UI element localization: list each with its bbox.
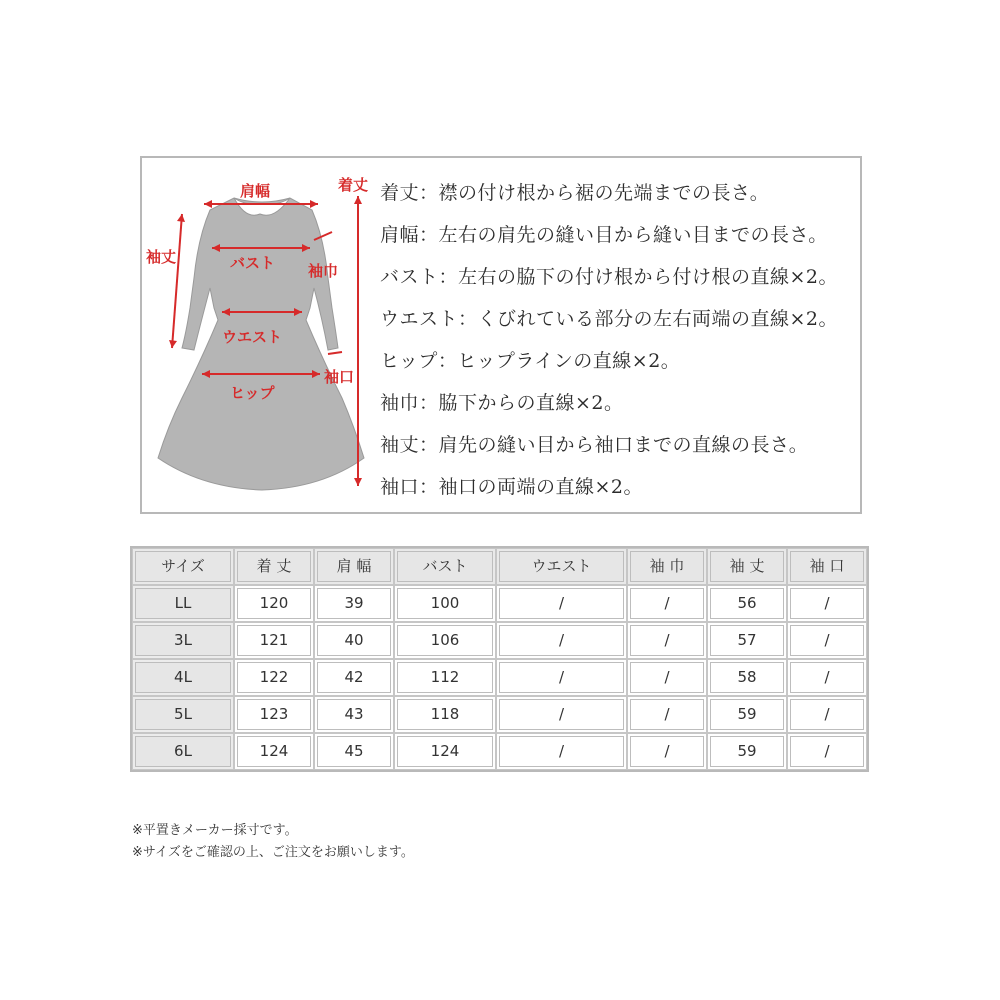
cell-waist: /: [496, 733, 627, 770]
label-bust: バスト: [230, 254, 276, 272]
table-row: [132, 696, 867, 733]
definition-sodeguchi: 袖口：袖口の両端の直線×2。: [380, 476, 644, 498]
definition-list: [380, 172, 860, 508]
header-waist: ウエスト: [496, 548, 627, 585]
note-measurement: ※平置きメーカー採寸です。: [132, 823, 298, 838]
table-row: [132, 585, 867, 622]
label-kitake: 着丈: [338, 176, 369, 194]
cell-sodetake: 59: [707, 696, 787, 733]
cell-kitake: 122: [234, 659, 314, 696]
header-sodeguchi: 袖 口: [787, 548, 867, 585]
label-waist: ウエスト: [222, 328, 283, 346]
cell-sodeguchi: /: [787, 696, 867, 733]
header-bust: バスト: [394, 548, 496, 585]
label-sodehaba: 袖巾: [308, 262, 339, 280]
dress-illustration: [142, 158, 382, 512]
label-sodetake: 袖丈: [146, 248, 177, 266]
definition-kitake: 着丈：襟の付け根から裾の先端までの長さ。: [380, 182, 770, 204]
table-row: [132, 733, 867, 770]
cell-sodeguchi: /: [787, 733, 867, 770]
cell-bust: 118: [394, 696, 496, 733]
cell-katahaba: 43: [314, 696, 394, 733]
table-row: [132, 622, 867, 659]
header-sodehaba: 袖 巾: [627, 548, 707, 585]
cell-sodehaba: /: [627, 659, 707, 696]
cell-sodetake: 56: [707, 585, 787, 622]
cell-bust: 112: [394, 659, 496, 696]
cell-size: 3L: [132, 622, 234, 659]
cell-sodeguchi: /: [787, 585, 867, 622]
measurement-guide: [140, 156, 862, 514]
cell-bust: 124: [394, 733, 496, 770]
label-katahaba: 肩幅: [240, 182, 271, 200]
cell-kitake: 120: [234, 585, 314, 622]
label-sodeguchi: 袖口: [324, 368, 355, 386]
note-confirm-size: ※サイズをご確認の上、ご注文をお願いします。: [132, 845, 414, 860]
cell-sodetake: 58: [707, 659, 787, 696]
cell-sodetake: 57: [707, 622, 787, 659]
cell-katahaba: 42: [314, 659, 394, 696]
cell-waist: /: [496, 622, 627, 659]
cell-kitake: 124: [234, 733, 314, 770]
cell-size: LL: [132, 585, 234, 622]
cell-waist: /: [496, 659, 627, 696]
cell-waist: /: [496, 696, 627, 733]
header-size: サイズ: [132, 548, 234, 585]
header-sodetake: 袖 丈: [707, 548, 787, 585]
definition-waist: ウエスト：くびれている部分の左右両端の直線×2。: [380, 308, 839, 330]
cell-sodehaba: /: [627, 585, 707, 622]
cell-bust: 106: [394, 622, 496, 659]
cell-kitake: 121: [234, 622, 314, 659]
cell-katahaba: 45: [314, 733, 394, 770]
definition-bust: バスト：左右の脇下の付け根から付け根の直線×2。: [380, 266, 839, 288]
definition-sodetake: 袖丈：肩先の縫い目から袖口までの直線の長さ。: [380, 434, 809, 456]
header-kitake: 着 丈: [234, 548, 314, 585]
cell-sodetake: 59: [707, 733, 787, 770]
table-row: [132, 659, 867, 696]
cell-kitake: 123: [234, 696, 314, 733]
cell-sodehaba: /: [627, 696, 707, 733]
cell-size: 6L: [132, 733, 234, 770]
size-table: [130, 546, 869, 772]
cell-katahaba: 40: [314, 622, 394, 659]
cell-size: 5L: [132, 696, 234, 733]
header-katahaba: 肩 幅: [314, 548, 394, 585]
cell-sodeguchi: /: [787, 622, 867, 659]
notes: [132, 820, 414, 864]
cell-waist: /: [496, 585, 627, 622]
definition-katahaba: 肩幅：左右の肩先の縫い目から縫い目までの長さ。: [380, 224, 828, 246]
cell-bust: 100: [394, 585, 496, 622]
cell-size: 4L: [132, 659, 234, 696]
label-hip: ヒップ: [230, 384, 275, 402]
definition-sodehaba: 袖巾：脇下からの直線×2。: [380, 392, 624, 414]
cell-sodeguchi: /: [787, 659, 867, 696]
cell-sodehaba: /: [627, 733, 707, 770]
definition-hip: ヒップ：ヒップラインの直線×2。: [380, 350, 681, 372]
cell-sodehaba: /: [627, 622, 707, 659]
cell-katahaba: 39: [314, 585, 394, 622]
table-header-row: [132, 548, 867, 585]
